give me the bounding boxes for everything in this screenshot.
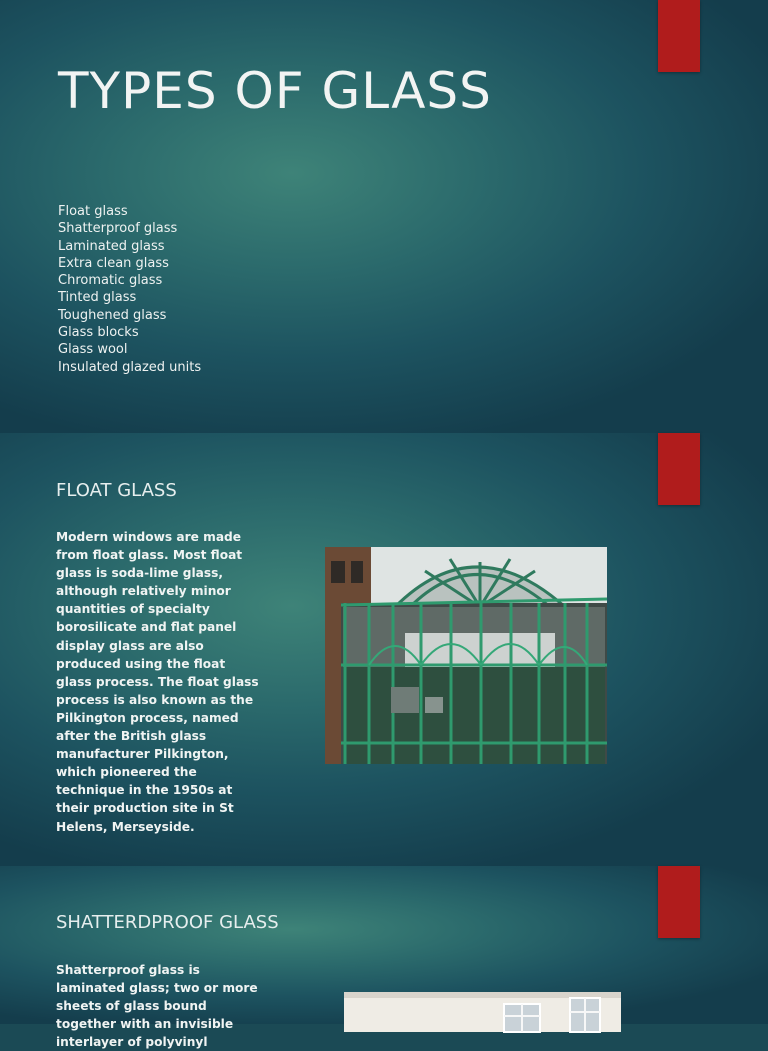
section-body: Shatterproof glass is laminated glass; two or more sheets of glass bound together with an invisible interlayer of polyvinyl xyxy=(56,963,258,1050)
list-item: Laminated glass xyxy=(58,238,165,254)
list-item: Float glass xyxy=(58,204,128,219)
list-item: Shatterproof glass xyxy=(58,221,178,237)
slide-float-glass xyxy=(0,433,768,866)
accent-bar xyxy=(658,433,700,505)
section-title: FLOAT GLASS xyxy=(56,480,177,501)
accent-bar xyxy=(658,0,700,72)
glass-types-list xyxy=(58,203,201,376)
section-body: Modern windows are made from float glass. Most float glass is soda-lime glass, although relatively minor quantities of specialty borosilicate and flat panel display glass are also produced using the float glass process. The float glass process is also known as the Pilkington process, named after the British glass manufacturer Pilkington, which pioneered the technique in the 1950s at their production site in St Helens, Merseyside. xyxy=(56,530,259,834)
page-title: TYPES OF GLASS xyxy=(58,62,492,120)
list-item: Glass blocks xyxy=(58,325,139,341)
list-item: Extra clean glass xyxy=(58,255,169,271)
slide-shatterproof-glass xyxy=(0,866,768,1050)
greenhouse-photo xyxy=(325,547,607,764)
list-item: Insulated glazed units xyxy=(58,359,202,375)
list-item: Toughened glass xyxy=(58,307,167,323)
section-title: SHATTERDPROOF GLASS xyxy=(56,912,279,933)
slide-types-of-glass xyxy=(0,0,768,433)
accent-bar xyxy=(658,866,700,938)
list-item: Glass wool xyxy=(58,342,128,358)
list-item: Tinted glass xyxy=(58,290,137,306)
list-item: Chromatic glass xyxy=(58,273,163,289)
interior-photo xyxy=(344,992,621,1032)
